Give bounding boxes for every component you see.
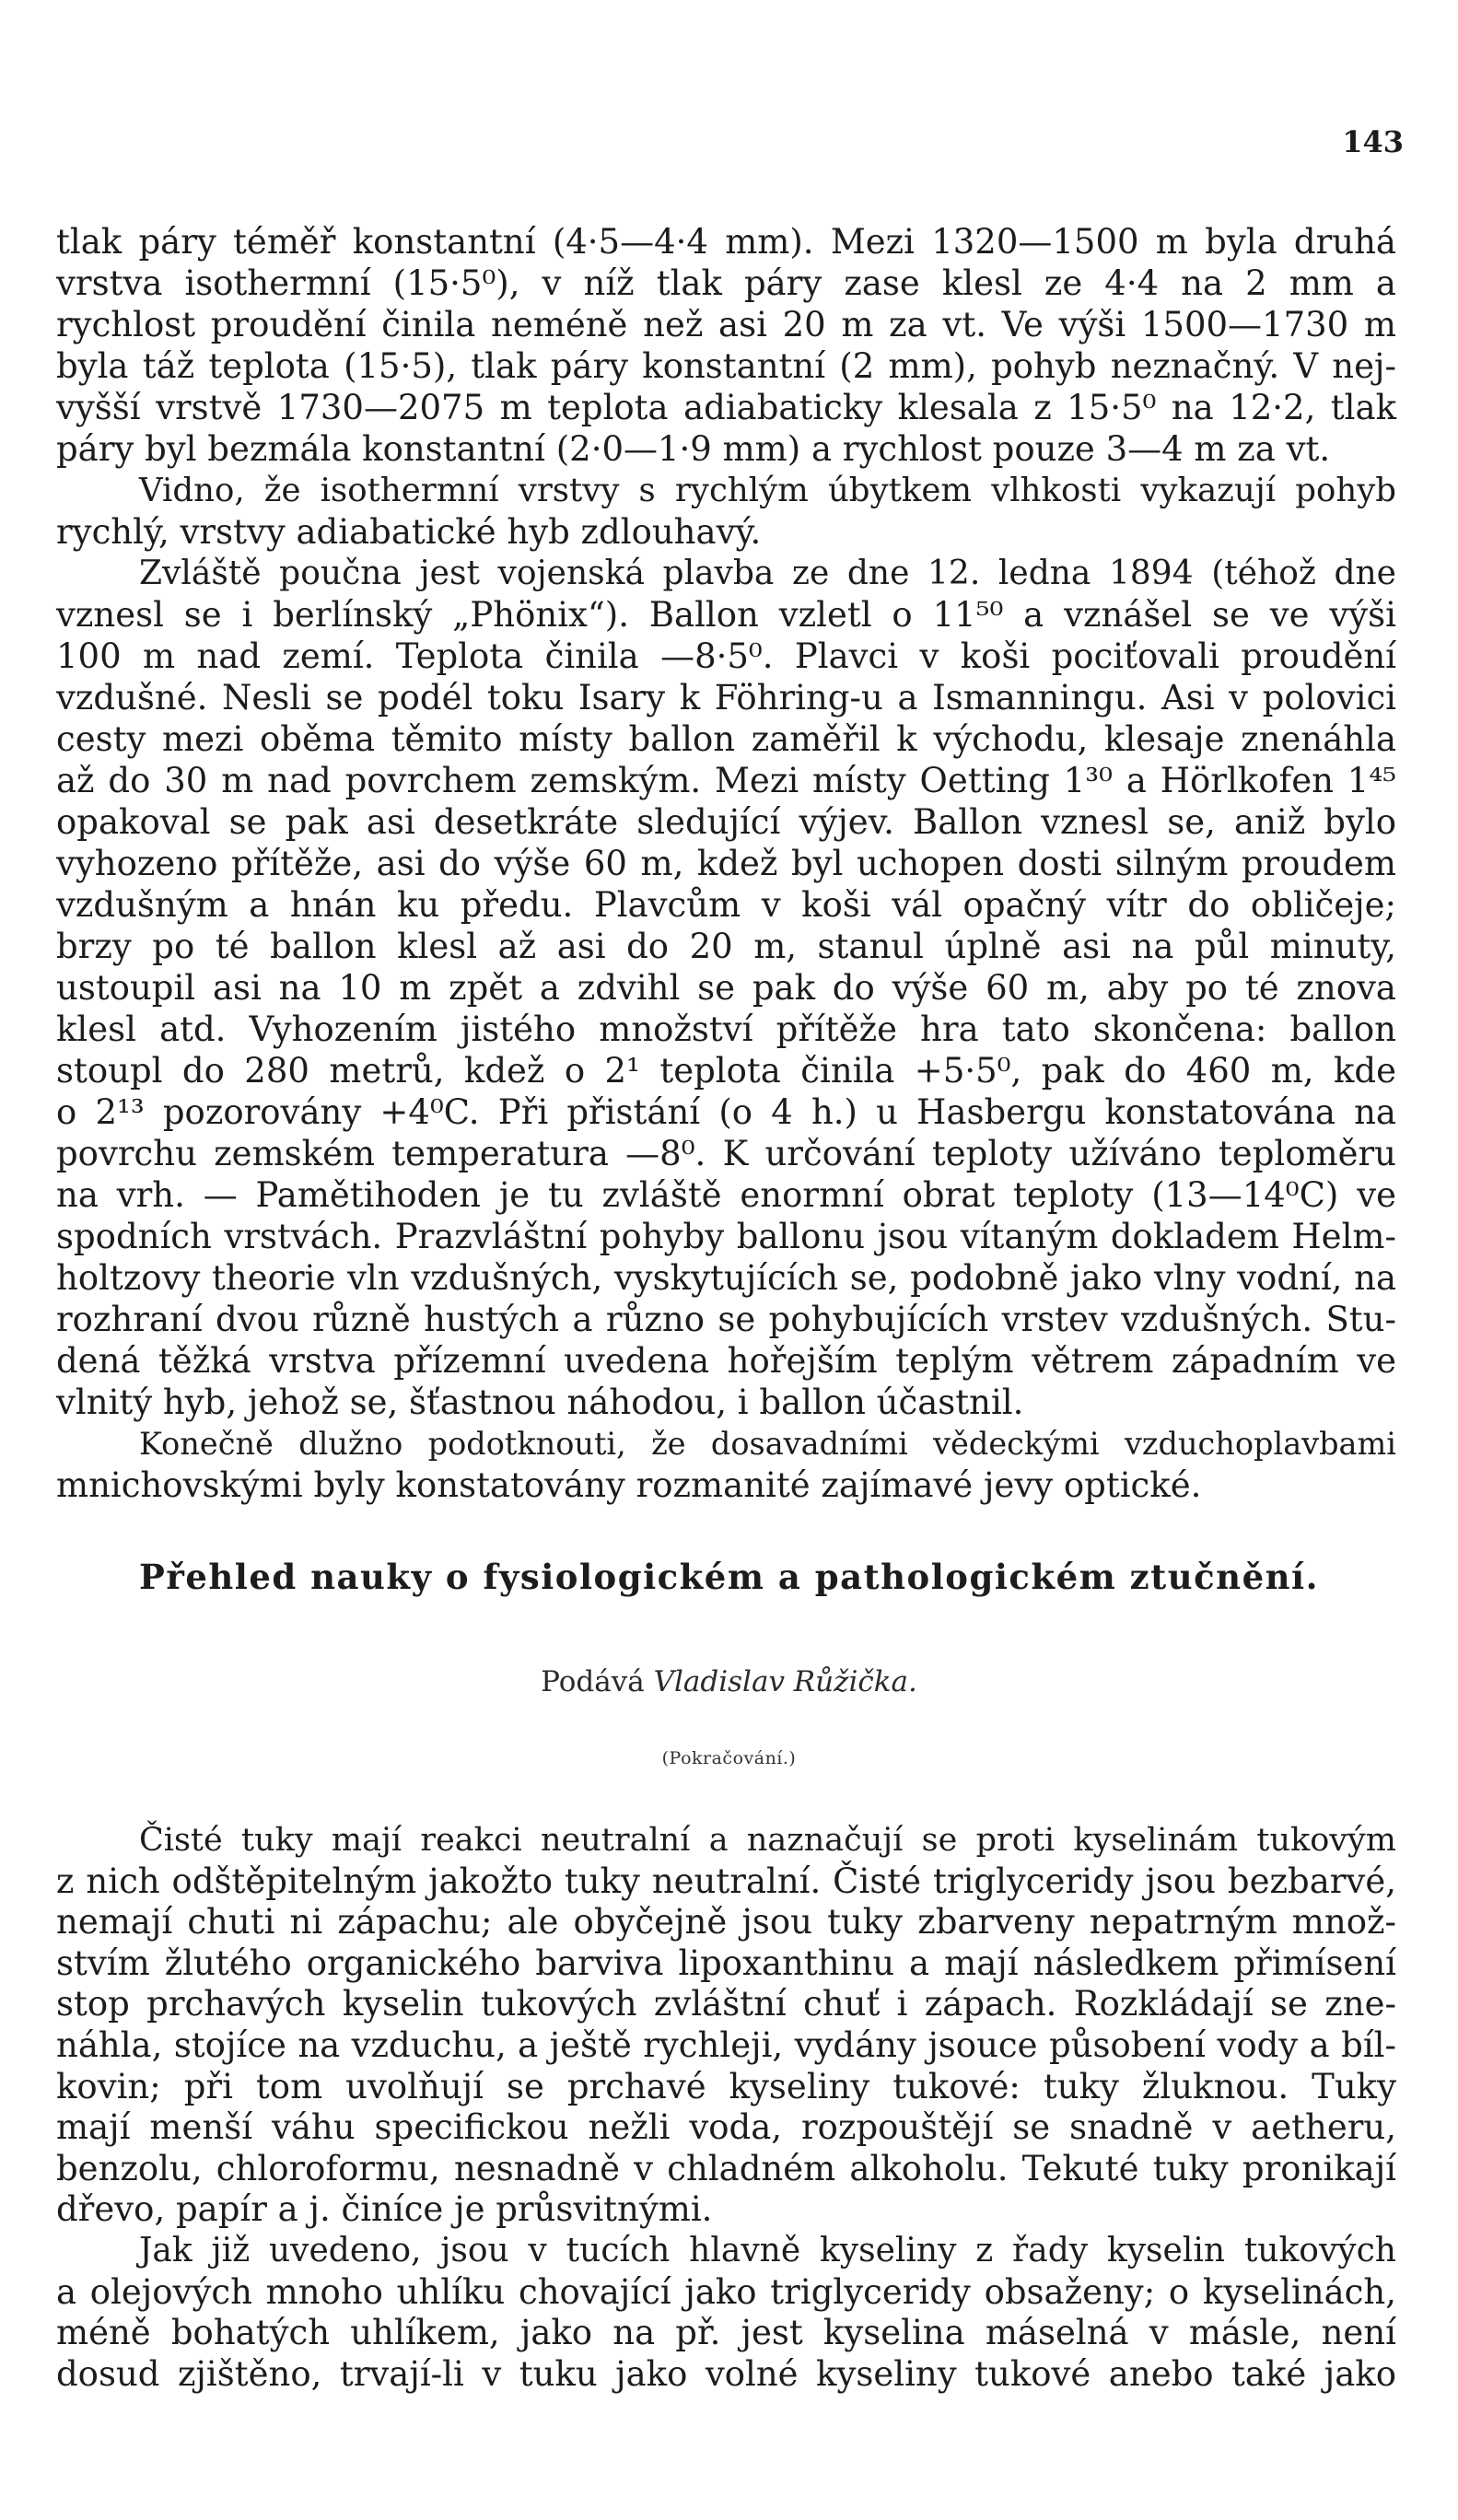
text-line: stvím žlutého organického barviva lipoxanthinu a mají následkem přimísení [56, 1942, 1396, 1983]
text-line: Vidno, že isothermní vrstvy s rychlým úbytkem vlhkosti vykazují pohyb [139, 472, 1396, 509]
text-line: ustoupil asi na 10 m zpět a zdvihl se pak do výše 60 m, aby po té znova [56, 968, 1396, 1008]
text-line: 100 m nad zemí. Teplota činila —8·5⁰. Plavci v koši pociťovali proudění [56, 636, 1396, 676]
byline-author: Vladislav Růžička. [653, 1665, 917, 1698]
continued-note: (Pokračování.) [661, 1748, 797, 1768]
text-line: Konečně dlužno podotknouti, že dosavadními vědeckými vzduchoplavbami [139, 1426, 1396, 1462]
article-title: Přehled nauky o fysiologickém a pathologickém ztučnění. [139, 1557, 1319, 1597]
text-line: vzdušné. Nesli se podél toku Isary k Föhring-u a Ismanningu. Asi v polovici [56, 678, 1396, 718]
text-line: rychlý, vrstvy adiabatické hyb zdlouhavý. [56, 512, 762, 552]
text-line: klesl atd. Vyhozením jistého množství přítěže hra tato skončena: ballon [56, 1009, 1396, 1049]
text-line: povrchu zemském temperatura —8⁰. K určování teploty užíváno teploměru [56, 1134, 1396, 1173]
upper-text-block [56, 221, 1396, 1506]
text-line: Jak již uvedeno, jsou v tucích hlavně kyseliny z řady kyselin tukových [139, 2231, 1396, 2269]
text-line: cesty mezi oběma těmito místy ballon zaměřil k východu, klesaje znenáhla [56, 719, 1396, 759]
text-line: Čisté tuky mají reakci neutralní a naznačují se proti kyselinám tukovým [139, 1822, 1396, 1859]
text-line: rychlost proudění činila neméně než asi 20 m za vt. Ve výši 1500—1730 m [56, 305, 1396, 344]
text-line: byla táž teplota (15·5), tlak páry konstantní (2 mm), pohyb neznačný. V nej- [56, 346, 1396, 386]
text-line: vzdušným a hnán ku předu. Plavcům v koši vál opačný vítr do obličeje; [56, 885, 1396, 925]
text-line: vyhozeno přítěže, asi do výše 60 m, kdež byl uchopen dosti silným proudem [56, 844, 1396, 883]
text-line: páry byl bezmála konstantní (2·0—1·9 mm) a rychlost pouze 3—4 m za vt. [56, 429, 1331, 469]
text-line: benzolu, chloroformu, nesnadně v chladném alkoholu. Tekuté tuky pronikají [56, 2148, 1396, 2188]
text-line: Zvláště poučna jest vojenská plavba ze dne 12. ledna 1894 (téhož dne [139, 554, 1396, 592]
text-line: dosud zjištěno, trvají-li v tuku jako volné kyseliny tukové anebo také jako [56, 2353, 1396, 2394]
text-line: holtzovy theorie vln vzdušných, vyskytujících se, podobně jako vlny vodní, na [56, 1258, 1396, 1298]
page-number: 143 [1342, 124, 1404, 159]
text-line: stoupl do 280 metrů, kdež o 2¹ teplota činila +5·5⁰, pak do 460 m, kde [56, 1051, 1396, 1091]
text-line: tlak páry téměř konstantní (4·5—4·4 mm). Mezi 1320—1500 m byla druhá [56, 222, 1396, 262]
text-line: vznesl se i berlínský „Phönix“). Ballon vzletl o 11⁵⁰ a vznášel se ve výši [56, 595, 1396, 635]
text-line: vrstva isothermní (15·5⁰), v níž tlak páry zase klesl ze 4·4 na 2 mm a [56, 263, 1396, 303]
article-byline [0, 1663, 1458, 1700]
text-line: dřevo, papír a j. činíce je průsvitnými. [56, 2189, 713, 2230]
byline-prefix: Podává [541, 1665, 645, 1698]
text-line: nemají chuti ni zápachu; ale obyčejně jsou tuky zbarveny nepatrným množ- [56, 1902, 1396, 1942]
text-line: méně bohatých uhlíkem, jako na př. jest kyselina máselná v másle, není [56, 2313, 1396, 2353]
text-line: mnichovskými byly konstatovány rozmanité zajímavé jevy optické. [56, 1465, 1202, 1505]
text-line: o 2¹³ pozorovány +4⁰C. Při přistání (o 4 h.) u Hasbergu konstatována na [56, 1092, 1396, 1132]
text-line: kovin; při tom uvolňují se prchavé kyseliny tukové: tuky žluknou. Tuky [56, 2066, 1396, 2106]
text-line: brzy po té ballon klesl až asi do 20 m, stanul úplně asi na půl minuty, [56, 927, 1396, 966]
text-line: dená těžká vrstva přízemní uvedena hořejším teplým větrem západním ve [56, 1341, 1396, 1381]
text-line: vlnitý hyb, jehož se, šťastnou náhodou, i ballon účastnil. [56, 1382, 1024, 1422]
text-line: vyšší vrstvě 1730—2075 m teplota adiabaticky klesala z 15·5⁰ na 12·2, tlak [56, 388, 1396, 427]
text-line: opakoval se pak asi desetkráte sledující výjev. Ballon vznesl se, aniž bylo [56, 802, 1396, 842]
text-line: rozhraní dvou různě hustých a různo se pohybujících vrstev vzdušných. Stu- [56, 1300, 1396, 1339]
text-line: náhla, stojíce na vzduchu, a ještě rychleji, vydány jsouce působení vody a bíl- [56, 2024, 1396, 2065]
text-line: a olejových mnoho uhlíku chovající jako triglyceridy obsaženy; o kyselinách, [56, 2271, 1396, 2312]
text-line: spodních vrstvách. Prazvláštní pohyby ballonu jsou vítaným dokladem Helm- [56, 1217, 1396, 1256]
text-line: mají menší váhu specifickou nežli voda, rozpouštějí se snadně v aetheru, [56, 2107, 1396, 2148]
article-text-block [56, 1820, 1396, 2395]
text-line: z nich odštěpitelným jakožto tuky neutralní. Čisté triglyceridy jsou bezbarvé, [56, 1861, 1396, 1901]
text-line: stop prchavých kyselin tukových zvláštní chuť i zápach. Rozkládají se zne- [56, 1984, 1396, 2024]
text-line: až do 30 m nad povrchem zemským. Mezi místy Oetting 1³⁰ a Hörlkofen 1⁴⁵ [56, 761, 1396, 800]
text-line: na vrh. — Pamětihoden je tu zvláště enormní obrat teploty (13—14⁰C) ve [56, 1175, 1396, 1215]
